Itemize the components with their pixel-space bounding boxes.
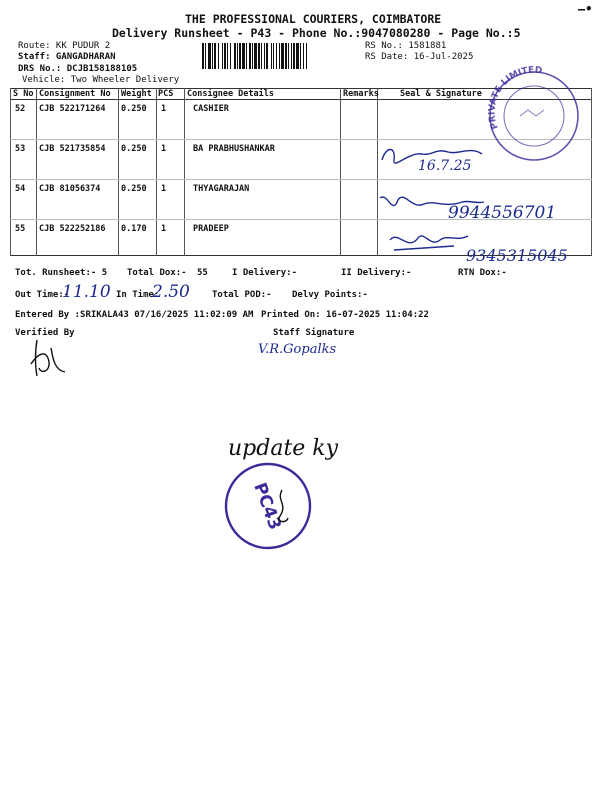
header-consignment: Consignment No: [39, 89, 111, 99]
row-53-pcs: 1: [161, 144, 167, 154]
row-54-phone-hand: 9944556701: [448, 203, 557, 223]
row-54-sno: 54: [15, 184, 26, 194]
barcode-bar: [205, 43, 206, 69]
barcode-bar: [246, 43, 247, 69]
ii-delivery: II Delivery:-: [341, 268, 412, 278]
barcode-bar: [285, 43, 287, 69]
entered-by: Entered By :SRIKALA43 07/16/2025 11:02:09 AM: [15, 310, 254, 320]
barcode-bar: [281, 43, 284, 69]
barcode-bar: [276, 43, 277, 69]
barcode-bar: [271, 43, 272, 69]
row-52-sno: 52: [15, 104, 26, 114]
header-remarks: Remarks: [343, 89, 379, 99]
barcode-bar: [266, 43, 268, 69]
in-time-hand: 2.50: [152, 282, 190, 302]
corner-mark: —•: [578, 2, 593, 16]
barcode-bar: [273, 43, 274, 69]
barcode-bar: [296, 43, 299, 69]
company-seal-stamp: [480, 66, 588, 166]
row-53-sno: 53: [15, 144, 26, 154]
barcode-bar: [293, 43, 295, 69]
verified-by: Verified By: [15, 328, 75, 338]
pc43-stamp: [222, 460, 314, 552]
svg-text:PRIVATE LIMITED: [488, 65, 543, 130]
staff-signature-label: Staff Signature: [273, 328, 355, 338]
barcode-bar: [249, 43, 251, 69]
row-54-consignment: CJB 81056374: [39, 184, 101, 194]
header-seal-signature: Seal & Signature: [400, 89, 482, 99]
company-title: THE PROFESSIONAL COURIERS, COIMBATORE: [185, 12, 442, 26]
out-time-hand: 11.10: [62, 282, 111, 302]
row-53-consignee: BA PRABHUSHANKAR: [193, 144, 275, 154]
barcode-bar: [254, 43, 257, 69]
verified-signature: [25, 338, 70, 380]
barcode-bar: [222, 43, 223, 69]
barcode-bar: [234, 43, 236, 69]
rs-number: RS No.: 1581881: [365, 41, 447, 51]
row-52-pcs: 1: [161, 104, 167, 114]
row-55-weight: 0.170: [121, 224, 147, 234]
barcode-bar: [300, 43, 301, 69]
row-55-phone-hand: 9345315045: [466, 246, 568, 265]
tot-runsheet: Tot. Runsheet:- 5: [15, 268, 108, 278]
barcode-bar: [258, 43, 260, 69]
vehicle-text: Vehicle: Two Wheeler Delivery: [22, 75, 180, 85]
row-55-sno: 55: [15, 224, 26, 234]
barcode-bar: [242, 43, 245, 69]
runsheet-subtitle: Delivery Runsheet - P43 - Phone No.:9047080280 - Page No.:5: [112, 26, 521, 40]
total-dox-label: Total Dox:-: [127, 268, 187, 278]
barcode-image: [202, 43, 354, 69]
row-53-date-hand: 16.7.25: [418, 158, 472, 174]
rs-date: RS Date: 16-Jul-2025: [365, 52, 474, 62]
barcode-bar: [279, 43, 280, 69]
barcode-bar: [291, 43, 292, 69]
barcode-bar: [264, 43, 265, 69]
barcode-bar: [288, 43, 289, 69]
barcode-bar: [230, 43, 231, 69]
i-delivery: I Delivery:-: [232, 268, 298, 278]
in-time-label: In Time:: [116, 290, 160, 300]
header-pcs: PCS: [158, 89, 174, 99]
barcode-bar: [208, 43, 211, 69]
barcode-bar: [214, 43, 216, 69]
header-weight: Weight: [121, 89, 152, 99]
pc43-stamp-text: PC43: [249, 480, 285, 533]
staff-signature-hand: V.R.Gopalks: [258, 342, 337, 357]
barcode-bar: [306, 43, 307, 69]
row-52-weight: 0.250: [121, 104, 147, 114]
row-52-consignee: CASHIER: [193, 104, 229, 114]
header-sno: S No: [13, 89, 34, 99]
header-consignee: Consignee Details: [187, 89, 274, 99]
update-note-hand: update ky: [228, 436, 339, 461]
barcode-bar: [261, 43, 262, 69]
row-53-weight: 0.250: [121, 144, 147, 154]
delvy-points: Delvy Points:-: [292, 290, 368, 300]
row-55-pcs: 1: [161, 224, 167, 234]
row-54-weight: 0.250: [121, 184, 147, 194]
barcode-bar: [218, 43, 219, 69]
out-time-label: Out Time:-: [15, 290, 70, 300]
printed-on: Printed On: 16-07-2025 11:04:22: [261, 310, 429, 320]
rtn-dox: RTN Dox:-: [458, 268, 507, 278]
barcode-bar: [239, 43, 241, 69]
row-55-consignee: PRADEEP: [193, 224, 229, 234]
row-54-consignee: THYAGARAJAN: [193, 184, 250, 194]
row-53-consignment: CJB 521735854: [39, 144, 106, 154]
staff-text: Staff: GANGADHARAN: [18, 52, 116, 62]
barcode-bar: [252, 43, 253, 69]
barcode-bar: [303, 43, 304, 69]
barcode-bar: [202, 43, 204, 69]
row-55-consignment: CJB 522252186: [39, 224, 106, 234]
route-text: Route: KK PUDUR 2: [18, 41, 111, 51]
row-54-pcs: 1: [161, 184, 167, 194]
total-pod: Total POD:-: [212, 290, 272, 300]
barcode-bar: [212, 43, 213, 69]
total-dox-value: 55: [197, 268, 208, 278]
barcode-bar: [224, 43, 226, 69]
drs-number: DRS No.: DCJB158188105: [18, 64, 138, 74]
row-52-consignment: CJB 522171264: [39, 104, 106, 114]
row-55-signature: [384, 226, 474, 260]
barcode-bar: [237, 43, 238, 69]
seal-text: PRIVATE LIMITED: [487, 65, 543, 131]
barcode-bar: [227, 43, 228, 69]
